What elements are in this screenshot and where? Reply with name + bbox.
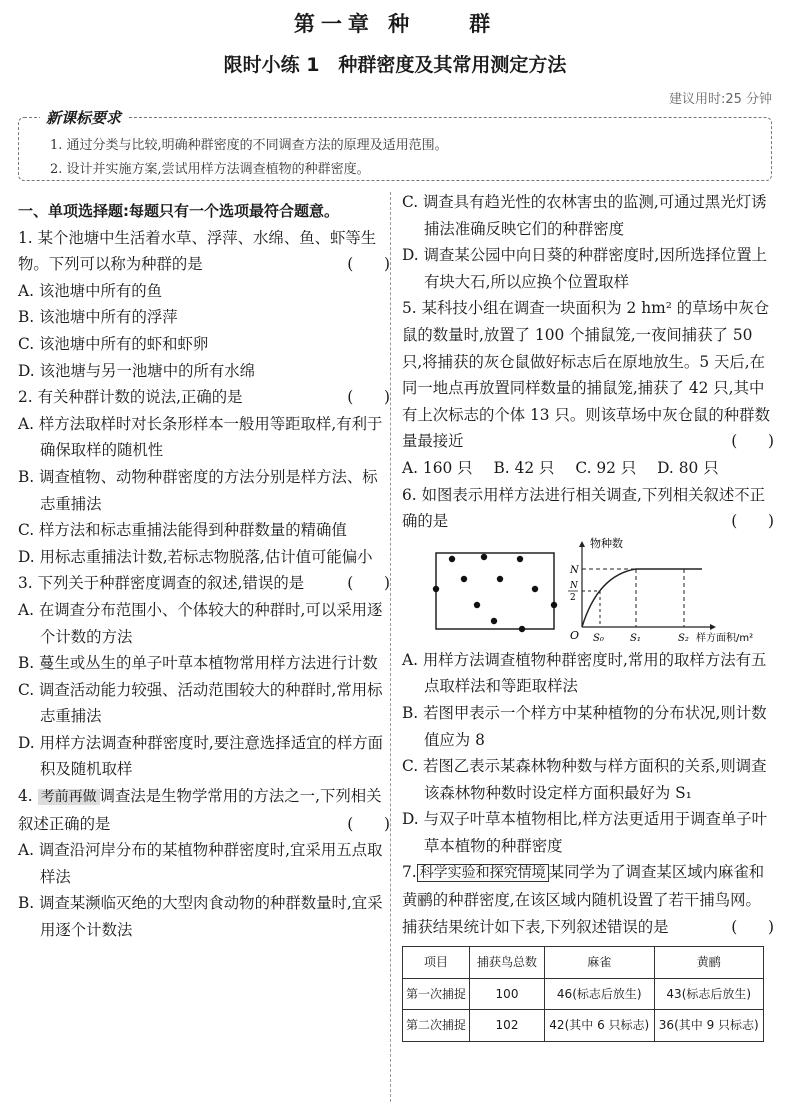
table-cell: 100 [470,978,545,1010]
plant-dot [461,576,467,582]
plant-dot [519,626,525,632]
requirement-item: 1. 通过分类与比较,明确种群密度的不同调查方法的原理及适用范围。 [50,138,448,153]
requirement-item: 2. 设计并实施方案,尝试用样方法调查植物的种群密度。 [50,162,370,177]
y-tick-label: N [570,564,579,576]
option-a: A. 调查沿河岸分布的某植物种群密度时,宜采用五点取样法 [18,841,383,886]
question-6 [402,482,774,860]
option-b: B. 蔓生或丛生的单子叶草本植物常用样方法进行计数 [18,654,378,673]
option-d: D. 用标志重捕法计数,若标志物脱落,估计值可能偏小 [18,547,373,566]
option-d: D. 80 只 [657,458,719,477]
question-stem: 某同学为了调查某区域内麻雀和黄鹂的种群密度,在该区域内随机设置了若干捕鸟网。捕获结果统计如下表,下列叙述错误的是 [402,863,765,936]
question-stem: 5. 某科技小组在调查一块面积为 2 hm² 的草场中灰仓鼠的数量时,放置了 100 个捕鼠笼,一夜间捕获了 50 只,将捕获的灰仓鼠做好标志后在原地放生。5 天后,在同一地点再放置同样数量的捕鼠笼,捕获了 42 只,其中有上次标志的个体 13 只。则该草场中灰仓鼠的种群数量最接近 [402,299,770,451]
option-c: C. 调查具有趋光性的农林害虫的监测,可通过黑光灯诱捕法准确反映它们的种群密度 [402,193,767,238]
table-cell: 46(标志后放生) [545,978,655,1010]
answer-paren: ( ) [347,388,390,407]
question-tag: 科学实验和探究情境 [417,864,549,882]
origin-label: O [570,628,580,642]
option-c: C. 若图乙表示某森林物种数与样方面积的关系,则调查该森林物种数时设定样方面积最好为 S₁ [402,757,767,802]
answer-paren: ( ) [347,814,390,833]
figure-area [402,535,774,647]
option-b: B. 该池塘中所有的浮萍 [18,308,178,327]
section-title: 一、单项选择题:每题只有一个选项最符合题意。 [18,202,340,220]
left-column [18,198,390,944]
table-header-row [403,947,764,979]
question-stem: 1. 某个池塘中生活着水草、浮萍、水绵、鱼、虾等生物。下列可以称为种群的是 [18,228,377,274]
plant-dot [491,618,497,624]
option-d: D. 调查某公园中向日葵的种群密度时,因所选择位置上有块大石,所以应换个位置取样 [402,246,768,291]
question-stem: 6. 如图表示用样方法进行相关调查,下列相关叙述不正确的是 [402,485,766,531]
plant-dot [449,556,455,562]
table-header: 项目 [403,947,470,979]
figure-svg [402,535,774,647]
table-header: 黄鹂 [654,947,764,979]
question-stem: 2. 有关种群计数的说法,正确的是 [18,388,243,407]
table-row [403,1010,764,1042]
answer-paren: ( ) [731,917,774,936]
answer-paren: ( ) [731,432,774,451]
column-divider [390,192,391,1102]
x-tick-label: S₁ [630,632,641,644]
requirements-title: 新课标要求 [40,107,127,128]
question-4 [18,783,390,944]
option-c: C. 92 只 [575,458,637,477]
table-cell: 第二次捕捉 [403,1010,470,1042]
option-d: D. 与双子叶草本植物相比,样方法更适用于调查单子叶草本植物的种群密度 [402,810,768,855]
table-cell: 第一次捕捉 [403,978,470,1010]
table-cell: 102 [470,1010,545,1042]
right-column [402,193,774,1042]
y-tick-label: 2 [570,592,576,603]
option-a: A. 该池塘中所有的鱼 [18,281,163,300]
table-header: 捕获鸟总数 [470,947,545,979]
table-cell: 42(其中 6 只标志) [545,1010,655,1042]
question-stem: 调查法是生物学常用的方法之一,下列相关叙述正确的是 [18,787,382,833]
option-b: B. 42 只 [493,458,555,477]
option-d: D. 该池塘与另一池塘中的所有水绵 [18,361,256,380]
option-b: B. 调查植物、动物种群密度的方法分别是样方法、标志重捕法 [18,467,378,513]
capture-table [402,946,764,1042]
option-a: A. 在调查分布范围小、个体较大的种群时,可以采用逐个计数的方法 [18,600,383,646]
question-1 [18,225,390,385]
plant-dot [474,602,480,608]
plant-dot [517,556,523,562]
table-cell: 43(标志后放生) [654,978,764,1010]
option-c: C. 该池塘中所有的虾和虾卵 [18,334,209,353]
plant-dot [551,602,557,608]
question-3 [18,570,390,783]
plant-dot [433,586,439,592]
y-tick-label: N [570,580,578,591]
chapter-title: 第一章 种 群 [293,11,497,36]
y-axis-label: 物种数 [590,536,623,550]
answer-paren: ( ) [347,574,390,593]
option-c: C. 调查活动能力较强、活动范围较大的种群时,常用标志重捕法 [18,680,383,726]
question-2 [18,384,390,570]
x-tick-label: S₂ [678,632,689,644]
option-b: B. 若图甲表示一个样方中某种植物的分布状况,则计数值应为 8 [402,703,767,749]
question-7 [402,859,774,1042]
question-tag: 考前再做 [38,789,100,805]
question-number: 7. [402,863,417,882]
answer-paren: ( ) [347,255,390,274]
suggested-time: 建议用时:25 分钟 [668,92,772,107]
x-axis-label: 样方面积/m² [696,632,754,644]
option-a: A. 样方法取样时对长条形样本一般用等距取样,有利于确保取样的随机性 [18,414,383,460]
table-cell: 36(其中 9 只标志) [654,1010,764,1042]
answer-paren: ( ) [731,512,774,531]
table-header: 麻雀 [545,947,655,979]
x-tick-label: S₀ [593,632,604,644]
plant-dot [497,576,503,582]
question-5 [402,295,774,481]
question-number: 4. [18,787,33,806]
option-a: A. 用样方法调查植物种群密度时,常用的取样方法有五点取样法和等距取样法 [402,650,767,696]
plant-dot [532,586,538,592]
option-c: C. 样方法和标志重捕法能得到种群数量的精确值 [18,521,347,540]
plant-dot [481,554,487,560]
option-b: B. 调查某濒临灭绝的大型肉食动物的种群数量时,宜采用逐个计数法 [18,894,383,940]
question-stem: 3. 下列关于种群密度调查的叙述,错误的是 [18,574,305,593]
lesson-title: 限时小练 1 种群密度及其常用测定方法 [223,54,567,76]
option-d: D. 用样方法调查种群密度时,要注意选择适宜的样方面积及随机取样 [18,733,384,779]
table-row [403,978,764,1010]
option-a: A. 160 只 [402,458,473,477]
